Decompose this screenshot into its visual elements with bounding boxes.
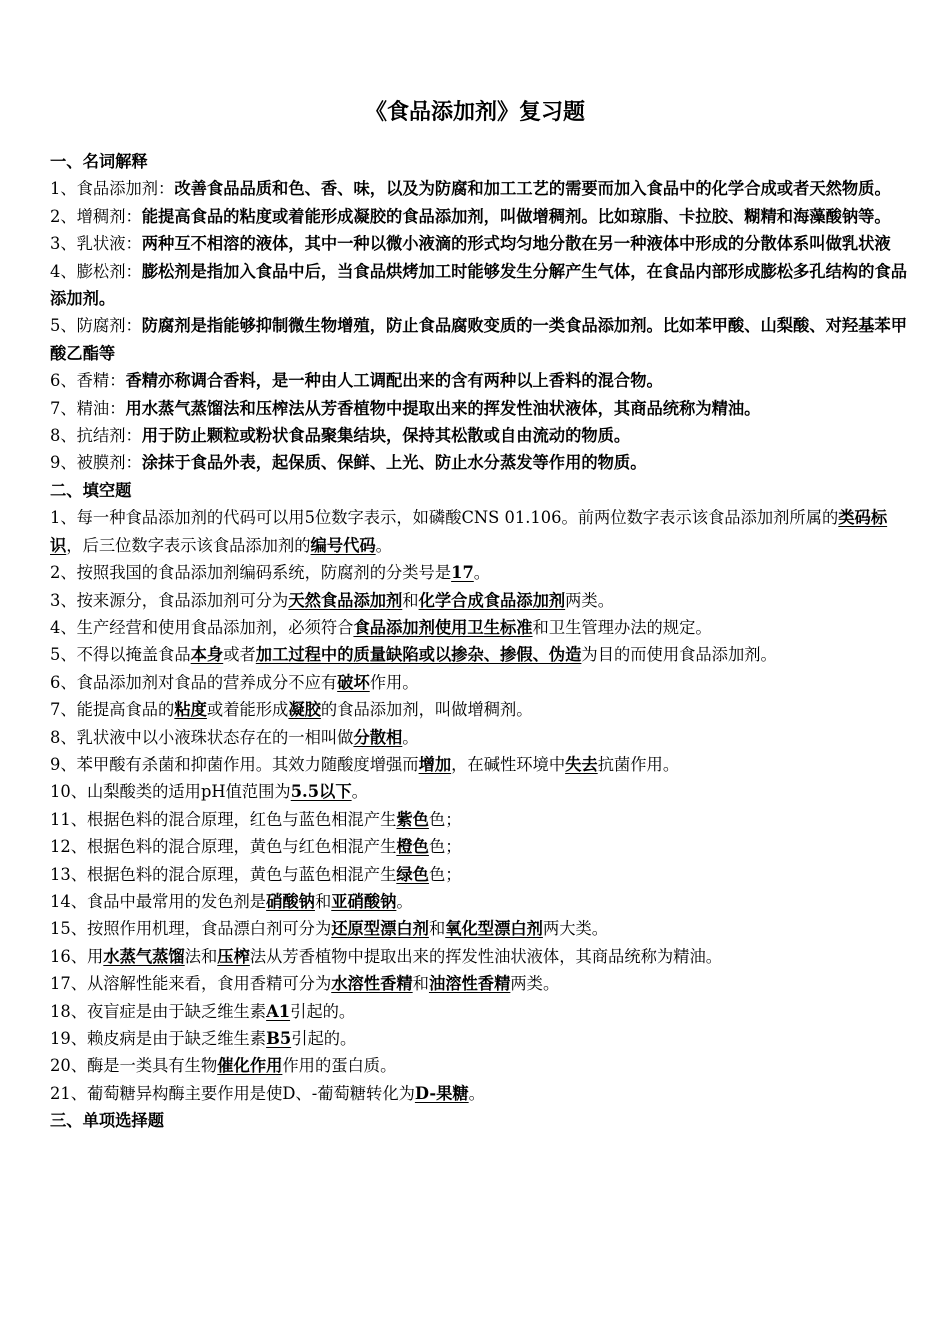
question-text: 。 — [473, 563, 491, 583]
answer-blank: 编号代码 — [310, 535, 376, 555]
definition-text: 用水蒸气蒸馏法和压榨法从芳香植物中提取出来的挥发性油状液体，其商品统称为精油。 — [125, 398, 761, 418]
question-text: 19、赖皮病是由于缺乏维生素 — [50, 1029, 267, 1048]
question-text: 和 — [402, 590, 419, 610]
answer-blank: 橙色 — [396, 837, 429, 857]
definition-text: 香精亦称调合香料，是一种由人工调配出来的含有两种以上香料的混合物。 — [125, 371, 663, 391]
answer-blank: 催化作用 — [217, 1056, 283, 1076]
question-text: 12、根据色料的混合原理，黄色与红色相混产生 — [50, 837, 397, 857]
question-text: 13、根据色料的混合原理，黄色与蓝色相混产生 — [50, 864, 397, 884]
section-heading-fill-in: 二、填空题 — [50, 480, 132, 500]
question-text: 色； — [428, 809, 462, 829]
fill-in-item — [50, 559, 910, 586]
definition-text: 防腐剂是指能够抑制微生物增殖，防止食品腐败变质的一类食品添加剂。比如苯甲酸、山梨酸、对羟基苯甲酸乙酯等 — [50, 316, 907, 363]
question-text: 3、按来源分，食品添加剂可分为 — [50, 590, 289, 610]
definition-term: 2、增稠剂： — [50, 206, 142, 226]
question-text: 。 — [468, 1083, 485, 1103]
question-text: 引起的。 — [290, 1001, 356, 1021]
answer-blank: D-果糖 — [414, 1083, 469, 1103]
question-text: 16、用 — [50, 946, 104, 966]
question-text: 或着能形成 — [206, 700, 289, 720]
question-text: 色； — [428, 837, 462, 857]
question-text: 的食品添加剂，叫做增稠剂。 — [320, 700, 533, 720]
definition-item — [50, 258, 910, 313]
question-text: 6、食品添加剂对食品的营养成分不应有 — [50, 672, 338, 692]
definition-text: 能提高食品的粘度或着能形成凝胶的食品添加剂，叫做增稠剂。比如琼脂、卡拉胶、糊精和海藻酸钠等。 — [141, 206, 891, 226]
question-text: 。 — [351, 782, 368, 802]
fill-in-item — [50, 1080, 910, 1107]
answer-blank: 食品添加剂使用卫生标准 — [353, 617, 533, 637]
question-text: 色； — [428, 864, 462, 884]
definition-item — [50, 312, 910, 367]
answer-blank: 化学合成食品添加剂 — [418, 590, 566, 610]
answer-blank: 还原型漂白剂 — [331, 919, 429, 939]
definition-term: 8、抗结剂： — [50, 426, 142, 446]
fill-in-item — [50, 806, 910, 833]
definition-item — [50, 175, 910, 202]
answer-blank: 硝酸钠 — [266, 891, 315, 911]
question-text: 两大类。 — [542, 919, 609, 939]
document-content — [50, 148, 910, 1135]
section-heading-multiple-choice: 三、单项选择题 — [50, 1111, 164, 1131]
definition-term: 5、防腐剂： — [50, 316, 142, 336]
fill-in-item — [50, 669, 910, 696]
fill-in-item — [50, 504, 910, 559]
question-text: 作用。 — [369, 672, 419, 692]
fill-in-item — [50, 998, 910, 1025]
definition-term: 3、乳状液： — [50, 234, 142, 254]
question-text: 抗菌作用。 — [597, 754, 680, 774]
question-text: 7、能提高食品的 — [50, 700, 175, 720]
fill-in-item — [50, 915, 910, 942]
fill-in-item — [50, 587, 910, 614]
question-text: 9、苯甲酸有杀菌和抑菌作用。其效力随酸度增强而 — [50, 754, 419, 774]
question-text: 。 — [375, 535, 392, 555]
fill-in-item — [50, 833, 910, 860]
answer-blank: 压榨 — [217, 946, 250, 966]
answer-blank: 5.5以下 — [290, 782, 352, 802]
question-text: 和 — [314, 891, 332, 911]
question-text: 4、生产经营和使用食品添加剂，必须符合 — [50, 617, 354, 637]
question-text: 两类。 — [565, 590, 614, 610]
question-text: 法从芳香植物中提取出来的挥发性油状液体，其商品统称为精油。 — [249, 946, 723, 966]
definition-text: 膨松剂是指加入食品中后，当食品烘烤加工时能够发生分解产生气体，在食品内部形成膨松多孔结构的食品添加剂。 — [50, 261, 907, 309]
question-text: 5、不得以掩盖食品 — [50, 645, 191, 665]
definition-text: 改善食品品质和色、香、味，以及为防腐和加工工艺的需要而加入食品中的化学合成或者天然物质。 — [174, 179, 891, 199]
answer-blank: 失去 — [565, 754, 598, 774]
definition-term: 1、食品添加剂： — [50, 179, 175, 199]
fill-in-item — [50, 861, 910, 888]
answer-blank: 凝胶 — [288, 700, 321, 720]
question-text: 或者 — [223, 645, 256, 665]
answer-blank: 氧化型漂白剂 — [445, 919, 543, 939]
answer-blank: 本身 — [190, 645, 224, 665]
answer-blank: 类码标识 — [50, 508, 888, 555]
fill-in-item — [50, 724, 910, 751]
question-text: 10、山梨酸类的适用pH值范围为 — [50, 782, 291, 802]
answer-blank: 破坏 — [337, 672, 370, 692]
answer-blank: 增加 — [418, 754, 452, 774]
answer-blank: 加工过程中的质量缺陷或以掺杂、掺假、伪造 — [255, 645, 582, 665]
fill-in-item — [50, 641, 910, 668]
answer-blank: 亚硝酸钠 — [331, 891, 397, 911]
question-text: 和 — [412, 974, 429, 994]
answer-blank: 油溶性香精 — [428, 974, 511, 994]
definition-term: 9、被膜剂： — [50, 453, 142, 473]
definitions-list — [50, 175, 910, 476]
answer-blank: 紫色 — [396, 809, 429, 829]
question-text: 8、乳状液中以小液珠状态存在的一相叫做 — [50, 727, 354, 747]
question-text: 引起的。 — [291, 1029, 357, 1048]
definition-text: 用于防止颗粒或粉状食品聚集结块，保持其松散或自由流动的物质。 — [141, 426, 631, 446]
fill-in-item — [50, 943, 910, 970]
fill-in-item — [50, 778, 910, 805]
definition-text: 涂抹于食品外表，起保质、保鲜、上光、防止水分蒸发等作用的物质。 — [141, 453, 647, 473]
fill-in-item — [50, 696, 910, 723]
definition-item — [50, 422, 910, 449]
question-text: ，在碱性环境中 — [451, 754, 566, 774]
question-text: 11、根据色料的混合原理，红色与蓝色相混产生 — [50, 809, 397, 829]
question-text: 。 — [396, 891, 413, 911]
definition-item — [50, 395, 910, 422]
question-text: 21、葡萄糖异构酶主要作用是使D、-葡萄糖转化为 — [50, 1083, 415, 1103]
question-text: 17、从溶解性能来看，食用香精可分为 — [50, 974, 332, 994]
question-text: 14、食品中最常用的发色剂是 — [50, 891, 267, 911]
definition-item — [50, 449, 910, 476]
fill-in-item — [50, 970, 910, 997]
question-text: 20、酶是一类具有生物 — [50, 1056, 218, 1076]
fill-in-item — [50, 888, 910, 915]
fill-in-item — [50, 1052, 910, 1079]
document-title: 《食品添加剂》复习题 — [364, 99, 585, 125]
question-text: 18、夜盲症是由于缺乏维生素 — [50, 1001, 267, 1021]
question-text: 和卫生管理办法的规定。 — [532, 617, 712, 637]
answer-blank: 绿色 — [396, 864, 429, 884]
section-heading-definitions: 一、名词解释 — [50, 152, 148, 171]
question-text: ，后三位数字表示该食品添加剂的 — [66, 535, 311, 555]
definition-text: 两种互不相溶的液体，其中一种以微小液滴的形式均匀地分散在另一种液体中形成的分散体系叫做乳状液 — [141, 234, 891, 254]
question-text: 两类。 — [510, 974, 560, 994]
answer-blank: 水溶性香精 — [331, 974, 413, 994]
answer-blank: 水蒸气蒸馏 — [103, 946, 185, 966]
question-text: 作用的蛋白质。 — [282, 1056, 397, 1076]
question-text: 为目的而使用食品添加剂。 — [581, 645, 777, 665]
definition-item — [50, 367, 910, 394]
definition-term: 4、膨松剂： — [50, 261, 142, 281]
question-text: 。 — [402, 727, 419, 747]
answer-blank: B5 — [266, 1029, 292, 1048]
question-text: 和 — [428, 919, 446, 939]
definition-item — [50, 230, 910, 257]
answer-blank: 天然食品添加剂 — [288, 590, 403, 610]
definition-term: 6、香精： — [50, 371, 126, 391]
answer-blank: A1 — [266, 1001, 291, 1021]
answer-blank: 粘度 — [174, 700, 207, 720]
fill-in-list — [50, 504, 910, 1107]
question-text: 法和 — [184, 946, 218, 966]
answer-blank: 17 — [451, 563, 474, 583]
definition-item — [50, 203, 910, 230]
definition-term: 7、精油： — [50, 398, 126, 418]
fill-in-item — [50, 751, 910, 778]
fill-in-item — [50, 1025, 910, 1052]
fill-in-item — [50, 614, 910, 641]
question-text: 2、按照我国的食品添加剂编码系统，防腐剂的分类号是 — [50, 563, 452, 583]
answer-blank: 分散相 — [353, 727, 403, 747]
question-text: 15、按照作用机理，食品漂白剂可分为 — [50, 919, 332, 939]
question-text: 1、每一种食品添加剂的代码可以用5位数字表示，如磷酸CNS 01.106。前两位数字表示该食品添加剂所属的 — [50, 508, 839, 528]
